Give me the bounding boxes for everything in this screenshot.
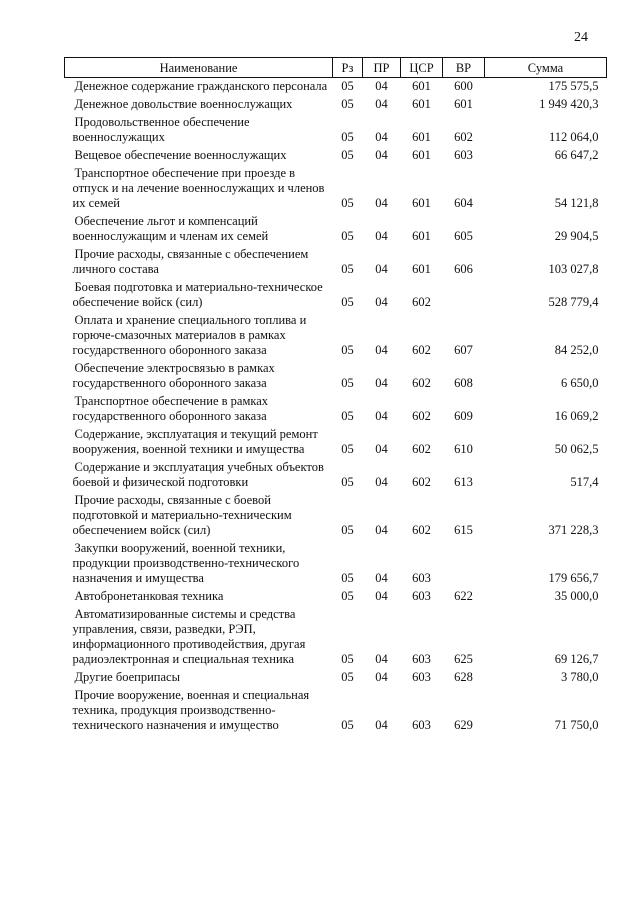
- table-row: [65, 588, 607, 606]
- cell-name: Содержание, эксплуатация и текущий ремонт вооружения, военной техники и имущества: [72, 427, 318, 456]
- cell-rz: 05: [341, 79, 354, 93]
- cell-rz: 05: [341, 442, 354, 456]
- table-row: [65, 540, 607, 588]
- cell-sum: 1 949 420,3: [539, 97, 599, 111]
- cell-name: Оплата и хранение специального топлива и горюче-смазочных материалов в рамках государственного оборонного заказа: [72, 313, 307, 357]
- cell-csr: 602: [412, 295, 431, 309]
- cell-sum: 50 062,5: [554, 442, 599, 456]
- cell-rz: 05: [341, 589, 354, 603]
- header-pr: ПР: [363, 58, 401, 78]
- cell-name: Денежное содержание гражданского персонала: [74, 79, 328, 93]
- cell-rz: 05: [341, 196, 354, 210]
- table-row: [65, 393, 607, 426]
- cell-pr: 04: [375, 409, 388, 423]
- cell-csr: 601: [412, 130, 431, 144]
- table-row: [65, 114, 607, 147]
- cell-name: Прочие расходы, связанные с боевой подготовкой и материально-техническим обеспечением войск (сил): [72, 493, 292, 537]
- cell-sum: 35 000,0: [554, 589, 599, 603]
- cell-pr: 04: [375, 442, 388, 456]
- cell-rz: 05: [341, 475, 354, 489]
- cell-sum: 84 252,0: [554, 343, 599, 357]
- cell-csr: 602: [412, 409, 431, 423]
- cell-vr: 603: [454, 148, 473, 162]
- table-row: [65, 78, 607, 97]
- cell-vr: 625: [454, 652, 473, 666]
- cell-csr: 601: [412, 148, 431, 162]
- cell-vr: 602: [454, 130, 473, 144]
- cell-rz: 05: [341, 523, 354, 537]
- cell-csr: 602: [412, 376, 431, 390]
- cell-pr: 04: [375, 196, 388, 210]
- cell-vr: 600: [454, 79, 473, 93]
- cell-rz: 05: [341, 343, 354, 357]
- cell-pr: 04: [375, 718, 388, 732]
- cell-csr: 603: [412, 652, 431, 666]
- table-row: [65, 459, 607, 492]
- cell-csr: 603: [412, 718, 431, 732]
- cell-sum: 29 904,5: [554, 229, 599, 243]
- cell-sum: 371 228,3: [548, 523, 599, 537]
- cell-pr: 04: [375, 229, 388, 243]
- cell-name: Обеспечение электросвязью в рамках государственного оборонного заказа: [72, 361, 275, 390]
- table-row: [65, 606, 607, 669]
- cell-sum: 528 779,4: [548, 295, 599, 309]
- cell-name: Другие боеприпасы: [74, 670, 180, 684]
- cell-name: Продовольственное обеспечение военнослужащих: [72, 115, 250, 144]
- cell-rz: 05: [341, 670, 354, 684]
- cell-name: Денежное довольствие военнослужащих: [74, 97, 293, 111]
- cell-sum: 71 750,0: [554, 718, 599, 732]
- cell-rz: 05: [341, 97, 354, 111]
- cell-vr: 609: [454, 409, 473, 423]
- cell-vr: 606: [454, 262, 473, 276]
- table-row: [65, 246, 607, 279]
- cell-vr: [443, 540, 485, 588]
- cell-rz: 05: [341, 571, 354, 585]
- cell-vr: 601: [454, 97, 473, 111]
- cell-rz: 05: [341, 718, 354, 732]
- page-number: 24: [574, 30, 588, 45]
- cell-name: Содержание и эксплуатация учебных объектов боевой и физической подготовки: [72, 460, 324, 489]
- cell-pr: 04: [375, 262, 388, 276]
- cell-rz: 05: [341, 376, 354, 390]
- cell-pr: 04: [375, 148, 388, 162]
- cell-vr: 607: [454, 343, 473, 357]
- cell-csr: 601: [412, 79, 431, 93]
- cell-pr: 04: [375, 376, 388, 390]
- cell-vr: [443, 279, 485, 312]
- cell-name: Транспортное обеспечение в рамках государственного оборонного заказа: [72, 394, 269, 423]
- table-header: [65, 58, 607, 78]
- cell-pr: 04: [375, 670, 388, 684]
- cell-sum: 175 575,5: [548, 79, 599, 93]
- cell-vr: 628: [454, 670, 473, 684]
- table-row: [65, 669, 607, 687]
- cell-name: Автоматизированные системы и средства управления, связи, разведки, РЭП, информационного противодействия, другая радиоэлектронная и специальная техника: [72, 607, 306, 666]
- cell-name: Прочие вооружение, военная и специальная техника, продукция производственно-технического назначения и имущество: [72, 688, 310, 732]
- cell-rz: 05: [341, 295, 354, 309]
- cell-vr: 605: [454, 229, 473, 243]
- cell-name: Обеспечение льгот и компенсаций военнослужащим и членам их семей: [72, 214, 269, 243]
- cell-rz: 05: [341, 229, 354, 243]
- table-row: [65, 279, 607, 312]
- cell-rz: 05: [341, 262, 354, 276]
- cell-csr: 601: [412, 229, 431, 243]
- cell-name: Транспортное обеспечение при проезде в отпуск и на лечение военнослужащих и членов их семей: [72, 166, 325, 210]
- cell-vr: 622: [454, 589, 473, 603]
- cell-vr: 610: [454, 442, 473, 456]
- table-row: [65, 96, 607, 114]
- cell-sum: 54 121,8: [554, 196, 599, 210]
- cell-sum: 6 650,0: [561, 376, 599, 390]
- cell-csr: 603: [412, 571, 431, 585]
- cell-vr: 613: [454, 475, 473, 489]
- cell-csr: 601: [412, 262, 431, 276]
- table-row: [65, 213, 607, 246]
- header-csr: ЦСР: [401, 58, 443, 78]
- cell-pr: 04: [375, 97, 388, 111]
- cell-csr: 602: [412, 523, 431, 537]
- cell-pr: 04: [375, 652, 388, 666]
- cell-pr: 04: [375, 523, 388, 537]
- table-row: [65, 147, 607, 165]
- cell-vr: 604: [454, 196, 473, 210]
- cell-csr: 602: [412, 442, 431, 456]
- cell-vr: 629: [454, 718, 473, 732]
- cell-vr: 615: [454, 523, 473, 537]
- cell-pr: 04: [375, 571, 388, 585]
- cell-sum: 517,4: [570, 475, 599, 489]
- table-row: [65, 165, 607, 213]
- cell-rz: 05: [341, 652, 354, 666]
- cell-rz: 05: [341, 148, 354, 162]
- cell-pr: 04: [375, 343, 388, 357]
- cell-rz: 05: [341, 409, 354, 423]
- cell-csr: 603: [412, 670, 431, 684]
- cell-name: Боевая подготовка и материально-техническое обеспечение войск (сил): [72, 280, 323, 309]
- cell-csr: 601: [412, 196, 431, 210]
- table-row: [65, 426, 607, 459]
- cell-sum: 112 064,0: [548, 130, 599, 144]
- cell-csr: 602: [412, 343, 431, 357]
- table-row: [65, 492, 607, 540]
- cell-sum: 103 027,8: [548, 262, 599, 276]
- header-name: Наименование: [65, 58, 333, 78]
- cell-name: Прочие расходы, связанные с обеспечением личного состава: [72, 247, 309, 276]
- cell-name: Вещевое обеспечение военнослужащих: [74, 148, 287, 162]
- header-row: [65, 58, 607, 78]
- table-body: [65, 78, 607, 736]
- cell-csr: 603: [412, 589, 431, 603]
- header-rz: Рз: [333, 58, 363, 78]
- cell-rz: 05: [341, 130, 354, 144]
- cell-vr: 608: [454, 376, 473, 390]
- cell-pr: 04: [375, 295, 388, 309]
- cell-sum: 66 647,2: [554, 148, 599, 162]
- cell-sum: 69 126,7: [554, 652, 599, 666]
- header-sum: Сумма: [485, 58, 607, 78]
- cell-sum: 3 780,0: [561, 670, 599, 684]
- cell-pr: 04: [375, 130, 388, 144]
- cell-pr: 04: [375, 79, 388, 93]
- cell-sum: 179 656,7: [548, 571, 599, 585]
- table-row: [65, 360, 607, 393]
- cell-pr: 04: [375, 589, 388, 603]
- cell-csr: 602: [412, 475, 431, 489]
- table-row: [65, 312, 607, 360]
- cell-pr: 04: [375, 475, 388, 489]
- cell-name: Закупки вооружений, военной техники, продукции производственно-технического назначения и имущества: [72, 541, 300, 585]
- cell-sum: 16 069,2: [554, 409, 599, 423]
- cell-csr: 601: [412, 97, 431, 111]
- header-vr: ВР: [443, 58, 485, 78]
- budget-table: [64, 57, 607, 735]
- table-row: [65, 687, 607, 735]
- cell-name: Автобронетанковая техника: [74, 589, 224, 603]
